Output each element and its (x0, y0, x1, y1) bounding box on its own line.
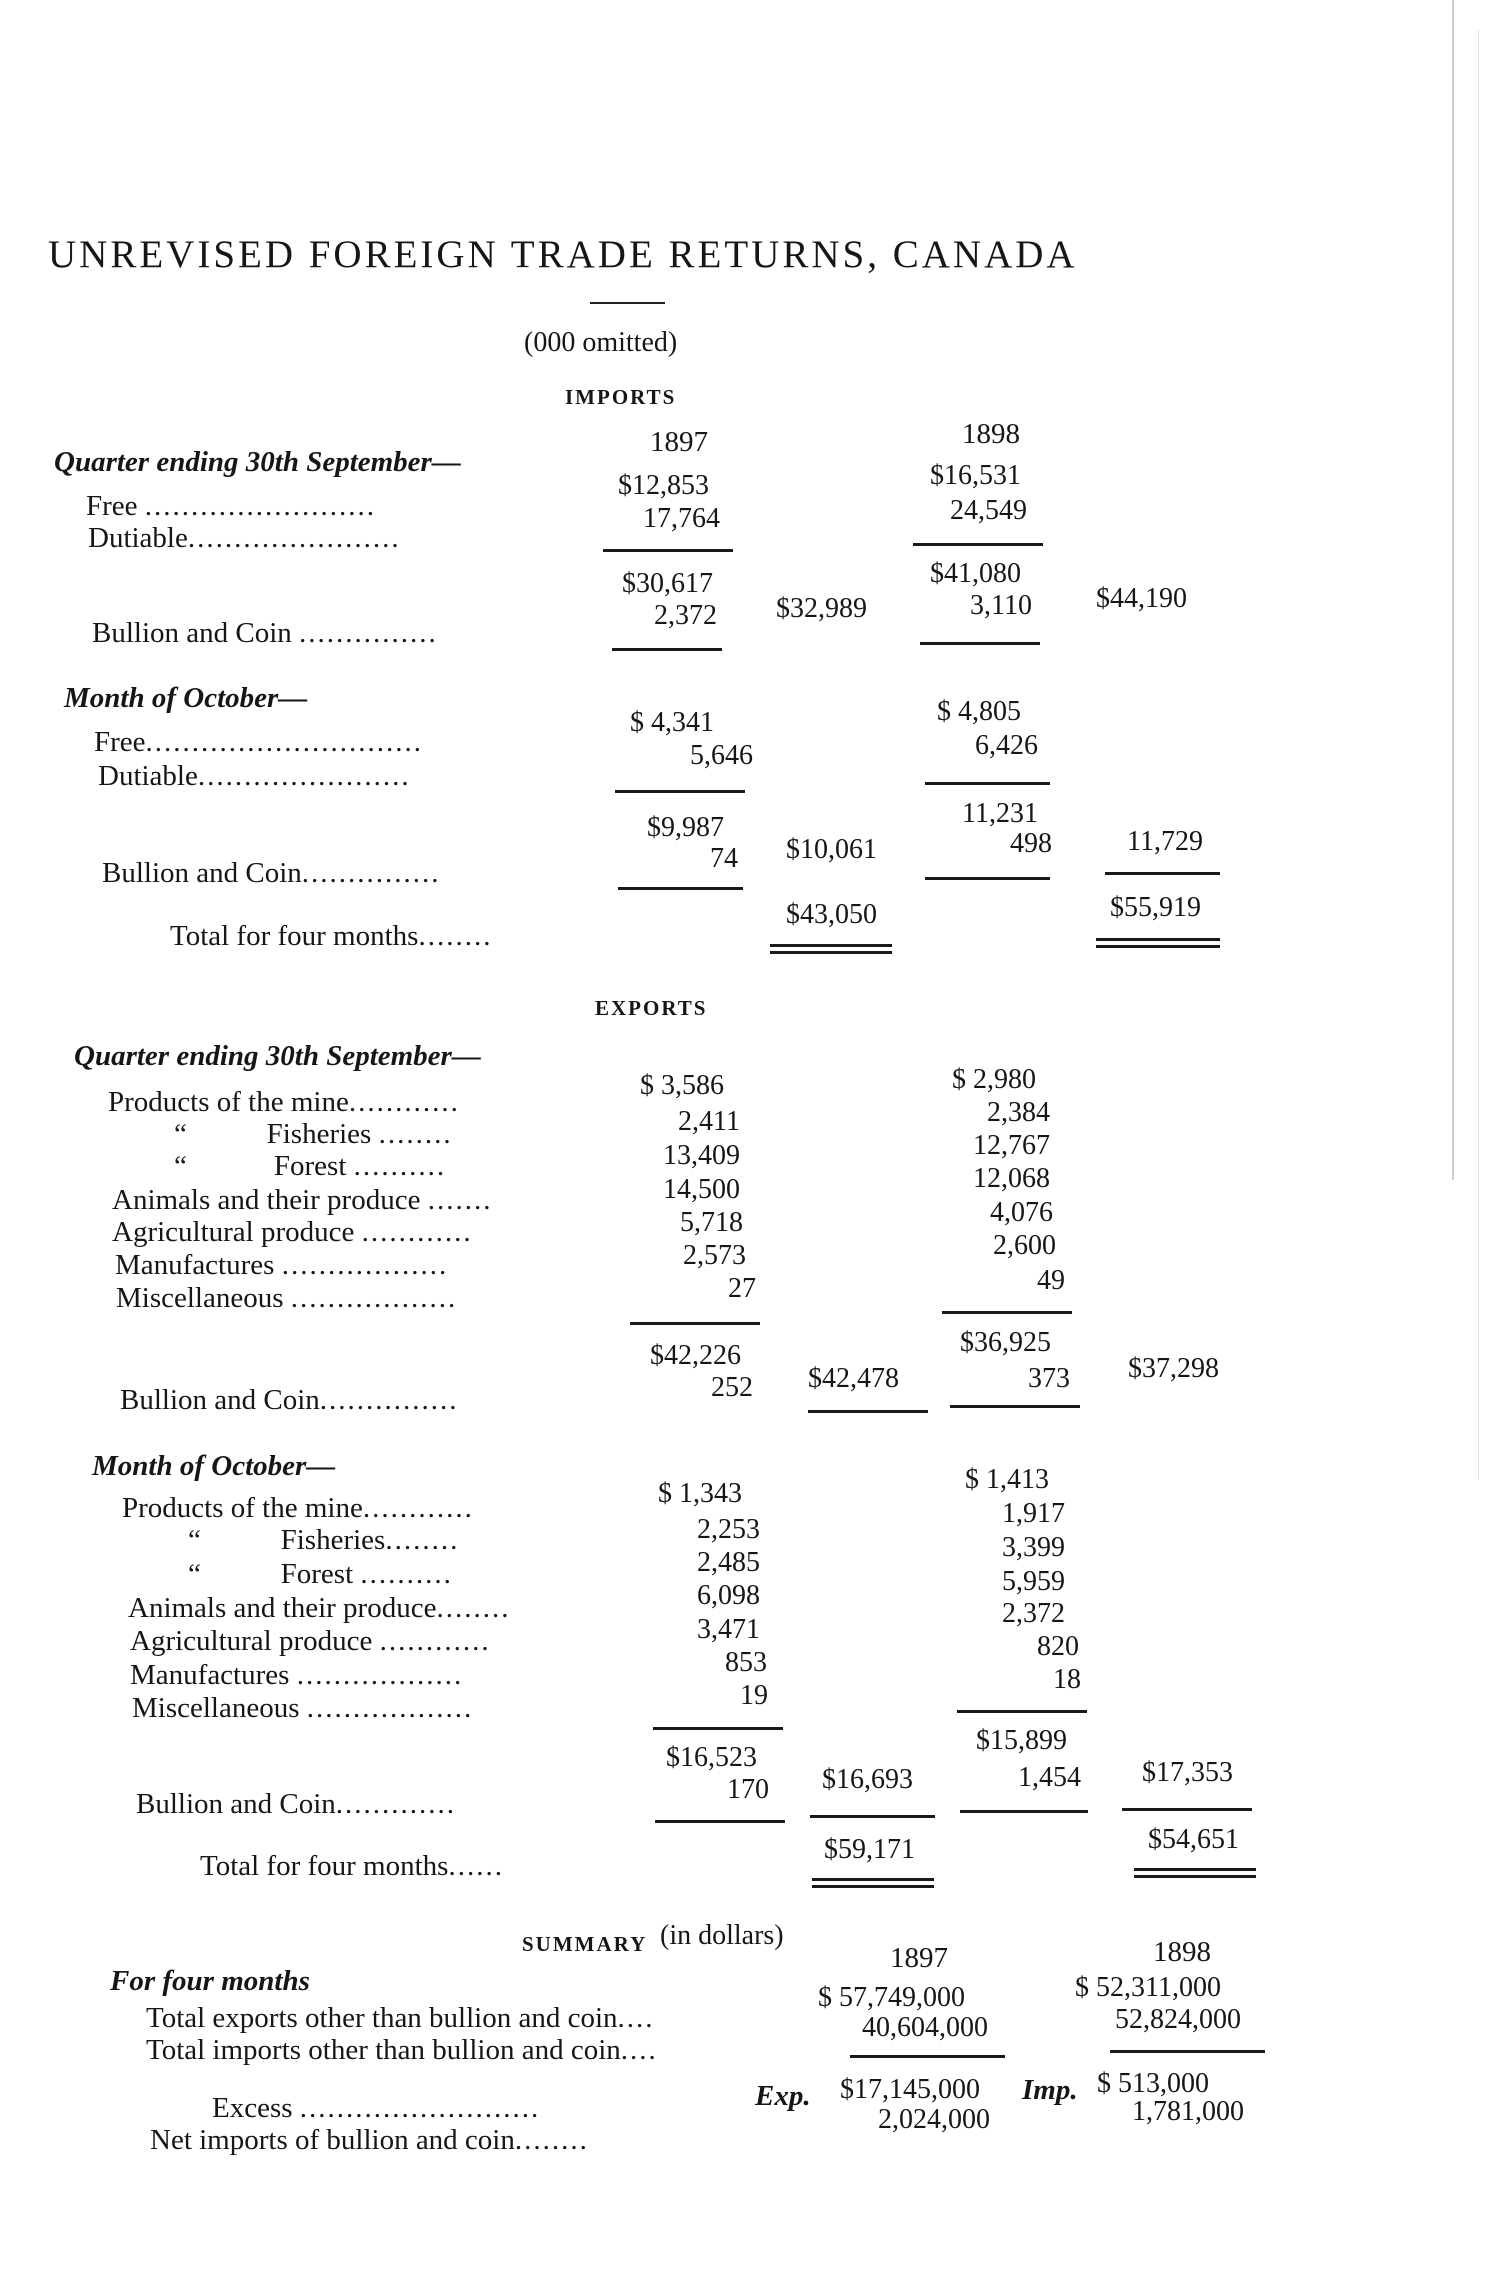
exports-october-row-5-label: Agricultural produce ............ (130, 1625, 491, 1657)
document-title: UNREVISED FOREIGN TRADE RETURNS, CANADA (48, 233, 1078, 276)
exports-quarter-row-2-label: “ Fisheries ........ (174, 1118, 453, 1150)
exports-quarter-bullion-rule-1898 (950, 1405, 1080, 1408)
imports-quarter-total-1897: $32,989 (776, 593, 867, 624)
exports-quarter-total-1897: $42,478 (808, 1363, 899, 1394)
imports-october-subtotal-1897: $9,987 (647, 812, 724, 843)
imports-total-double-rule-1898 (1096, 938, 1220, 948)
exports-october-bullion-1898: 1,454 (1018, 1762, 1081, 1793)
exports-quarter-row-4-label: Animals and their produce ....... (112, 1184, 493, 1216)
exports-quarter-rule-1898 (942, 1311, 1072, 1314)
exports-quarter-row-3-1898: 12,767 (973, 1130, 1050, 1161)
exports-quarter-row-1-label: Products of the mine............ (108, 1086, 460, 1118)
exports-october-total-1898: $17,353 (1142, 1757, 1233, 1788)
summary-exports-1898: $ 52,311,000 (1075, 1972, 1221, 2003)
exports-quarter-bullion-1897: 252 (711, 1372, 753, 1403)
imports-october-bullion-rule-1897 (618, 887, 743, 890)
imports-total-1898: $55,919 (1110, 892, 1201, 923)
imports-quarter-dutiable-label: Dutiable....................... (88, 522, 401, 554)
imports-quarter-rule-1897 (603, 549, 733, 552)
imports-quarter-dutiable-1898: 24,549 (950, 495, 1027, 526)
exports-october-row-1-1897: $ 1,343 (658, 1478, 742, 1509)
imports-october-bullion-label: Bullion and Coin............... (102, 857, 441, 889)
exports-total-double-rule-1898 (1134, 1868, 1256, 1878)
exports-october-rule-1898 (957, 1710, 1087, 1713)
exports-quarter-row-6-label: Manufactures .................. (115, 1249, 449, 1281)
exports-quarter-row-6-1897: 2,573 (683, 1240, 746, 1271)
exports-october-total-rule-1898 (1122, 1808, 1252, 1811)
exports-october-bullion-rule-1897 (655, 1820, 785, 1823)
exports-october-row-6-1898: 820 (1037, 1631, 1079, 1662)
exports-october-row-3-1898: 3,399 (1002, 1532, 1065, 1563)
imports-total-1897: $43,050 (786, 899, 877, 930)
exports-quarter-rule-1897 (630, 1322, 760, 1325)
exports-quarter-total-1898: $37,298 (1128, 1353, 1219, 1384)
imports-october-total-1898: 11,729 (1127, 826, 1203, 857)
exports-quarter-heading: Quarter ending 30th September— (74, 1040, 481, 1072)
summary-imports-1898: 52,824,000 (1115, 2004, 1241, 2035)
exports-quarter-row-7-label: Miscellaneous .................. (116, 1282, 458, 1314)
exports-october-row-6-1897: 853 (725, 1647, 767, 1678)
exports-october-row-5-1897: 3,471 (697, 1614, 760, 1645)
exports-october-row-1-label: Products of the mine............ (122, 1492, 474, 1524)
exports-october-bullion-rule-1898 (960, 1810, 1088, 1813)
exports-october-row-3-1897: 2,485 (697, 1547, 760, 1578)
title-divider (590, 302, 665, 304)
imports-october-free-label: Free.............................. (94, 726, 424, 758)
imports-october-bullion-rule-1898 (925, 877, 1050, 880)
imports-quarter-bullion-1898: 3,110 (970, 590, 1032, 621)
exports-total-double-rule-1897 (812, 1878, 934, 1888)
imports-quarter-free-1897: $12,853 (618, 470, 709, 501)
imports-october-subtotal-1898: 11,231 (962, 798, 1038, 829)
summary-rule-1897 (850, 2055, 1005, 2058)
summary-heading-note: (in dollars) (660, 1920, 784, 1951)
imports-quarter-bullion-label: Bullion and Coin ............... (92, 617, 438, 649)
exports-quarter-row-3-1897: 13,409 (663, 1140, 740, 1171)
summary-excess-1898: $ 513,000 (1097, 2068, 1209, 2099)
imports-october-free-1897: $ 4,341 (630, 707, 714, 738)
imports-total-double-rule-1897 (770, 944, 892, 954)
exports-october-bullion-1897: 170 (727, 1774, 769, 1805)
exports-october-rule-1897 (653, 1727, 783, 1730)
summary-rule-1898 (1110, 2050, 1265, 2053)
imports-quarter-bullion-rule-1898 (920, 642, 1040, 645)
summary-bullion-label: Net imports of bullion and coin........ (150, 2124, 589, 2156)
exports-quarter-row-5-1897: 5,718 (680, 1207, 743, 1238)
exports-quarter-subtotal-1897: $42,226 (650, 1340, 741, 1371)
exports-quarter-bullion-1898: 373 (1028, 1363, 1070, 1394)
imports-year-1898: 1898 (962, 418, 1020, 450)
exports-quarter-row-2-1897: 2,411 (678, 1106, 740, 1137)
units-note: (000 omitted) (524, 327, 678, 358)
imports-october-rule-1898 (925, 782, 1050, 785)
exports-october-row-3-label: “ Forest .......... (188, 1558, 453, 1590)
summary-bullion-1897: 2,024,000 (878, 2104, 990, 2135)
imports-october-dutiable-1897: 5,646 (690, 740, 753, 771)
imports-quarter-heading: Quarter ending 30th September— (54, 446, 461, 478)
imports-heading: IMPORTS (565, 385, 677, 409)
imports-october-total-1897: $10,061 (786, 834, 877, 865)
exports-october-total-1897: $16,693 (822, 1764, 913, 1795)
exports-total-label: Total for four months...... (200, 1850, 504, 1882)
exports-quarter-row-2-1898: 2,384 (987, 1097, 1050, 1128)
page-edge-shadow (1452, 0, 1454, 1180)
exports-october-row-7-label: Miscellaneous .................. (132, 1692, 474, 1724)
exports-quarter-row-3-label: “ Forest .......... (174, 1150, 447, 1182)
imports-quarter-bullion-1897: 2,372 (654, 600, 717, 631)
exports-october-heading: Month of October— (92, 1450, 336, 1482)
exports-october-row-2-label: “ Fisheries........ (188, 1524, 460, 1556)
imports-quarter-subtotal-1898: $41,080 (930, 558, 1021, 589)
exports-quarter-row-5-1898: 4,076 (990, 1197, 1053, 1228)
exports-quarter-row-4-1898: 12,068 (973, 1163, 1050, 1194)
imports-quarter-total-1898: $44,190 (1096, 583, 1187, 614)
imports-october-free-1898: $ 4,805 (937, 696, 1021, 727)
exports-quarter-subtotal-1898: $36,925 (960, 1327, 1051, 1358)
exports-october-row-6-label: Manufactures .................. (130, 1659, 464, 1691)
summary-imports-label: Total imports other than bullion and coin.... (146, 2034, 658, 2066)
exports-october-row-7-1898: 18 (1053, 1664, 1081, 1695)
exports-october-row-4-1897: 6,098 (697, 1580, 760, 1611)
summary-exports-label: Total exports other than bullion and coin.... (146, 2002, 655, 2034)
summary-excess-label: Excess .......................... (212, 2092, 541, 2124)
imports-year-1897: 1897 (650, 426, 708, 458)
exports-october-row-5-1898: 2,372 (1002, 1598, 1065, 1629)
summary-excess-tag-1898: Imp. (1022, 2074, 1078, 2106)
summary-bullion-1898: 1,781,000 (1132, 2096, 1244, 2127)
summary-excess-tag-1897: Exp. (755, 2080, 811, 2112)
exports-quarter-row-4-1897: 14,500 (663, 1174, 740, 1205)
imports-quarter-bullion-rule-1897 (612, 648, 722, 651)
summary-year-1897: 1897 (890, 1942, 948, 1974)
imports-october-bullion-1898: 498 (1010, 828, 1052, 859)
imports-october-dutiable-1898: 6,426 (975, 730, 1038, 761)
exports-october-row-7-1897: 19 (740, 1680, 768, 1711)
summary-heading: SUMMARY (522, 1932, 648, 1956)
exports-october-row-2-1897: 2,253 (697, 1514, 760, 1545)
exports-total-1897: $59,171 (824, 1834, 915, 1865)
exports-quarter-row-7-1897: 27 (728, 1273, 756, 1304)
imports-quarter-dutiable-1897: 17,764 (643, 503, 720, 534)
exports-quarter-row-1-1898: $ 2,980 (952, 1064, 1036, 1095)
exports-total-1898: $54,651 (1148, 1824, 1239, 1855)
exports-october-row-1-1898: $ 1,413 (965, 1464, 1049, 1495)
exports-quarter-total-rule-1897 (808, 1410, 928, 1413)
exports-october-row-4-1898: 5,959 (1002, 1566, 1065, 1597)
exports-october-subtotal-1898: $15,899 (976, 1725, 1067, 1756)
exports-quarter-row-6-1898: 2,600 (993, 1230, 1056, 1261)
imports-october-total-rule-1898 (1105, 872, 1220, 875)
summary-period: For four months (110, 1965, 310, 1997)
imports-october-heading: Month of October— (64, 682, 308, 714)
imports-quarter-subtotal-1897: $30,617 (622, 568, 713, 599)
imports-quarter-rule-1898 (913, 543, 1043, 546)
summary-imports-1897: 40,604,000 (862, 2012, 988, 2043)
imports-total-label: Total for four months........ (170, 920, 493, 952)
exports-october-row-2-1898: 1,917 (1002, 1498, 1065, 1529)
summary-excess-1897: $17,145,000 (840, 2074, 980, 2105)
page-edge-shadow (1478, 30, 1479, 1480)
imports-october-dutiable-label: Dutiable....................... (98, 760, 411, 792)
exports-quarter-row-5-label: Agricultural produce ............ (112, 1216, 473, 1248)
exports-quarter-row-7-1898: 49 (1037, 1265, 1065, 1296)
exports-heading: EXPORTS (595, 996, 708, 1020)
imports-october-rule-1897 (615, 790, 745, 793)
exports-october-total-rule-1897 (810, 1815, 935, 1818)
summary-exports-1897: $ 57,749,000 (818, 1982, 965, 2013)
exports-october-bullion-label: Bullion and Coin............. (136, 1788, 457, 1820)
imports-quarter-free-1898: $16,531 (930, 460, 1021, 491)
exports-october-row-4-label: Animals and their produce........ (128, 1592, 511, 1624)
summary-year-1898: 1898 (1153, 1936, 1211, 1968)
exports-quarter-bullion-label: Bullion and Coin............... (120, 1384, 459, 1416)
exports-october-subtotal-1897: $16,523 (666, 1742, 757, 1773)
imports-quarter-free-label: Free ......................... (86, 490, 377, 522)
imports-october-bullion-1897: 74 (710, 843, 738, 874)
exports-quarter-row-1-1897: $ 3,586 (640, 1070, 724, 1101)
